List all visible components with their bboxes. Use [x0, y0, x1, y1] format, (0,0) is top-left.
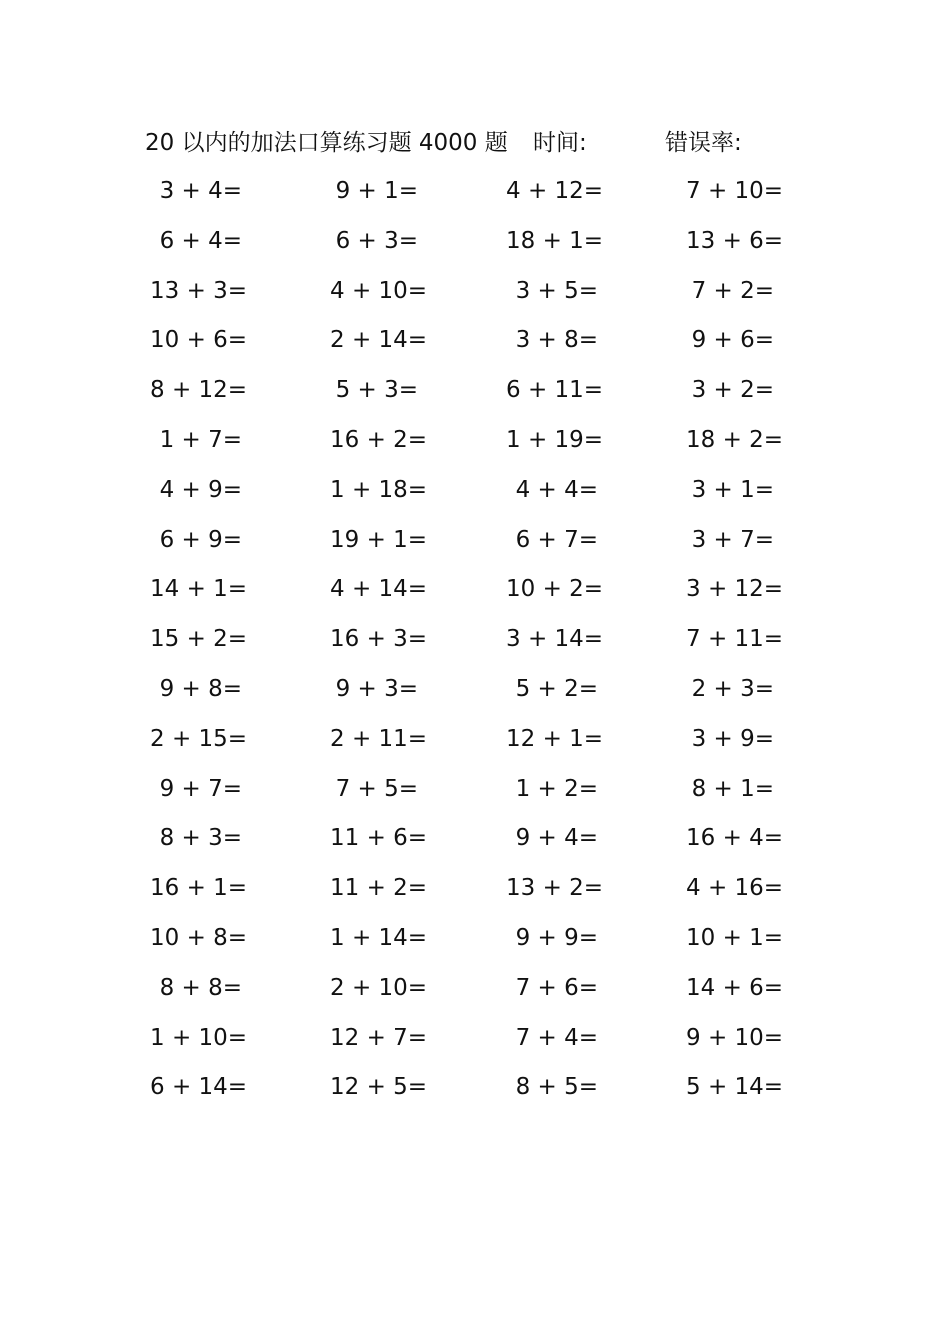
problem-item: 6 + 9= [159, 526, 242, 553]
problem-item: 8 + 12= [150, 377, 248, 404]
problem-item: 9 + 6= [691, 327, 774, 354]
problem-item: 9 + 10= [686, 1024, 784, 1051]
worksheet-title: 20 以内的加法口算练习题 4000 题 [145, 130, 508, 156]
problem-item: 1 + 14= [330, 924, 428, 951]
problem-item: 12 + 5= [330, 1074, 428, 1101]
worksheet-header [145, 126, 845, 160]
problem-item: 7 + 5= [335, 775, 418, 802]
problem-item: 1 + 2= [515, 775, 598, 802]
problem-item: 8 + 1= [691, 775, 774, 802]
problem-item: 7 + 2= [691, 277, 774, 304]
problem-item: 3 + 8= [515, 327, 598, 354]
problem-item: 4 + 14= [330, 576, 428, 603]
problem-item: 6 + 7= [515, 526, 598, 553]
problem-item: 3 + 9= [691, 725, 774, 752]
problem-item: 8 + 5= [515, 1074, 598, 1101]
problem-item: 1 + 7= [159, 426, 242, 453]
problem-item: 2 + 15= [150, 725, 248, 752]
problem-item: 9 + 3= [335, 675, 418, 702]
problem-item: 2 + 14= [330, 327, 428, 354]
problem-item: 3 + 12= [686, 576, 784, 603]
problem-item: 4 + 12= [506, 178, 604, 204]
problem-item: 5 + 3= [335, 377, 418, 404]
problem-item: 4 + 16= [686, 875, 784, 902]
problem-item: 3 + 2= [691, 377, 774, 404]
problem-item: 11 + 2= [330, 875, 428, 902]
problem-item: 12 + 1= [506, 725, 604, 752]
problem-item: 13 + 2= [506, 875, 604, 902]
problem-item: 3 + 14= [506, 626, 604, 653]
problem-item: 1 + 19= [506, 426, 604, 453]
problem-item: 3 + 5= [515, 277, 598, 304]
problem-item: 9 + 7= [159, 775, 242, 802]
problem-item: 6 + 4= [159, 227, 242, 254]
problem-item: 5 + 2= [515, 675, 598, 702]
problem-item: 18 + 2= [686, 426, 784, 453]
problem-item: 15 + 2= [150, 626, 248, 653]
problem-item: 3 + 4= [159, 178, 242, 204]
problem-item: 16 + 4= [686, 825, 784, 852]
time-label: 时间: [533, 130, 587, 156]
problem-item: 16 + 2= [330, 426, 428, 453]
problem-item: 9 + 1= [335, 178, 418, 204]
problem-item: 8 + 8= [159, 974, 242, 1001]
problem-item: 16 + 1= [150, 875, 248, 902]
problem-item: 9 + 9= [515, 924, 598, 951]
problem-item: 6 + 14= [150, 1074, 248, 1101]
problem-item: 18 + 1= [506, 227, 604, 254]
problem-item: 14 + 1= [150, 576, 248, 603]
problem-item: 2 + 11= [330, 725, 428, 752]
problem-item: 4 + 10= [330, 277, 428, 304]
problem-item: 3 + 1= [691, 476, 774, 503]
problem-item: 16 + 3= [330, 626, 428, 653]
problem-item: 2 + 10= [330, 974, 428, 1001]
problem-item: 7 + 11= [686, 626, 784, 653]
problem-item: 10 + 8= [150, 924, 248, 951]
problem-item: 4 + 9= [159, 476, 242, 503]
problem-item: 1 + 18= [330, 476, 428, 503]
problem-item: 3 + 7= [691, 526, 774, 553]
problem-item: 19 + 1= [330, 526, 428, 553]
problem-item: 10 + 1= [686, 924, 784, 951]
problem-grid [150, 173, 800, 1119]
problem-item: 6 + 3= [335, 227, 418, 254]
problem-item: 12 + 7= [330, 1024, 428, 1051]
problem-item: 14 + 6= [686, 974, 784, 1001]
problem-item: 1 + 10= [150, 1024, 248, 1051]
problem-item: 7 + 10= [686, 178, 784, 204]
problem-item: 10 + 2= [506, 576, 604, 603]
error-rate-label: 错误率: [665, 130, 742, 156]
problem-item: 9 + 8= [159, 675, 242, 702]
problem-item: 10 + 6= [150, 327, 248, 354]
problem-item: 13 + 3= [150, 277, 248, 304]
problem-item: 4 + 4= [515, 476, 598, 503]
problem-item: 13 + 6= [686, 227, 784, 254]
problem-item: 9 + 4= [515, 825, 598, 852]
problem-item: 7 + 6= [515, 974, 598, 1001]
problem-item: 2 + 3= [691, 675, 774, 702]
problem-item: 11 + 6= [330, 825, 428, 852]
problem-item: 7 + 4= [515, 1024, 598, 1051]
problem-item: 6 + 11= [506, 377, 604, 404]
problem-item: 8 + 3= [159, 825, 242, 852]
problem-item: 5 + 14= [686, 1074, 784, 1101]
